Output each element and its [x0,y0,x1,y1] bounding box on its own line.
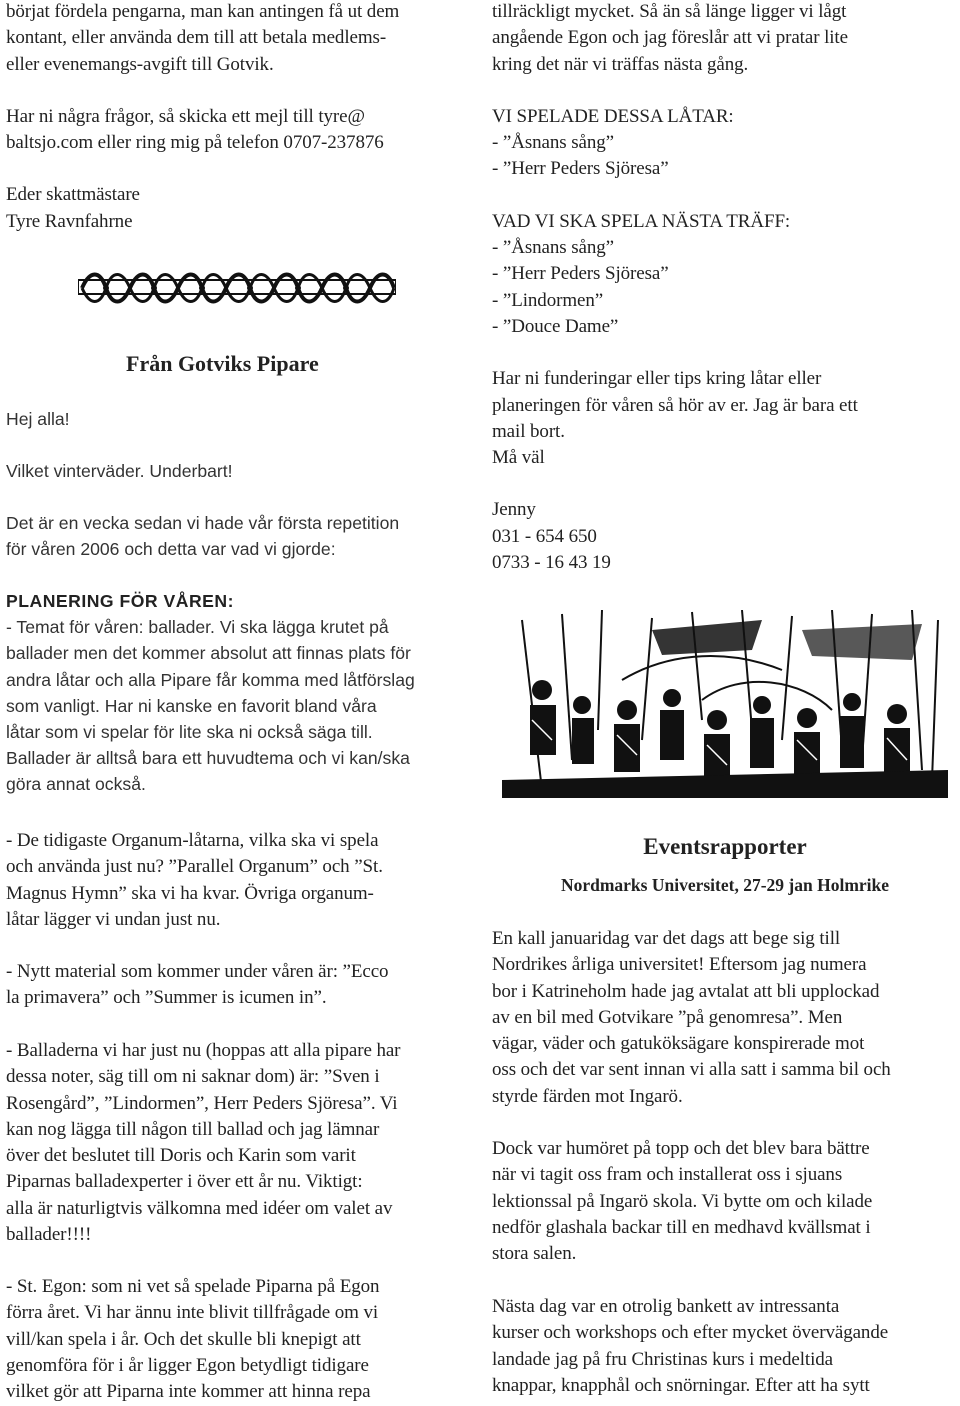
text-line: genomföra för i år ligger Egon betydligt tidigare [6,1354,369,1376]
events-title: Eventsrapporter [643,834,807,859]
list-item: - ”Douce Dame” [492,315,619,337]
phone-number: 031 - 654 650 [492,525,597,547]
text-line: för våren 2006 och detta var vad vi gjorde: [6,539,336,560]
text-line: över det beslutet till Doris och Karin som varit [6,1145,356,1167]
weather-line: Vilket vinterväder. Underbart! [6,461,233,481]
text-line: En kall januaridag var det dags att bege sig till [492,928,841,949]
list-item: - ”Åsnans sång” [492,237,614,259]
text-line: Har ni några frågor, så skicka ett mejl till tyre@ [6,105,365,127]
ornamental-border [78,266,396,310]
contact-paragraph [6,104,468,157]
text-line: lektionssal på Ingarö skola. Vi bytte om och kilade [492,1190,873,1212]
greeting: Hej alla! [6,409,70,429]
treasurer-paragraph [6,0,468,78]
text-line: kurser och workshops och efter mycket övervägande [492,1322,889,1344]
text-line: Rosengård”, ”Lindormen”, Herr Peders Sjöresa”. Vi [6,1092,398,1114]
text-line: knappar, knapphål och snörningar. Efter att ha sytt [492,1374,870,1396]
text-line: andra låtar och alla Pipare får komma med låtförslag [6,669,415,690]
st-egon-paragraph [6,1274,468,1405]
text-line: kan nog lägga till någon till ballad och jag lämnar [6,1118,380,1140]
text-line: göra annat också. [6,774,146,795]
text-line: Har ni funderingar eller tips kring låtar eller [492,368,822,390]
text-line: tillräckligt mycket. Så än så länge ligger vi lågt [492,1,847,22]
text-line: landade jag på fru Christinas kurs i medeltida [492,1348,834,1370]
planning-section [6,588,468,798]
ballads-paragraph [6,1038,468,1248]
text-line: styrde färden mot Ingarö. [492,1085,683,1107]
text-line: nedför glashala backar till en medhavd kvällsmat i [492,1216,871,1238]
text-line: eller evenemangs-avgift till Gotvik. [6,53,274,75]
new-material-paragraph [6,959,468,1012]
text-line: Eder skattmästare [6,184,140,206]
egon-continuation [492,0,958,78]
left-column [6,0,468,235]
text-line: Nordrikes årliga universitet! Eftersom jag numera [492,954,867,976]
text-line: alla är naturligtvis välkomna med idéer om valet av [6,1197,393,1219]
medieval-battle-woodcut [502,610,948,798]
text-line: angående Egon och jag föreslår att vi pratar lite [492,27,848,49]
text-line: Piparnas balladexperter i över ett år nu. Viktigt: [6,1171,363,1193]
text-line: Det är en vecka sedan vi hade vår första repetition [6,513,400,533]
organum-paragraph [6,828,468,933]
right-column [492,0,958,576]
closing-paragraph [492,366,958,471]
text-line: Magnus Hymn” ska vi ha kvar. Övriga organum- [6,882,374,904]
text-line: - De tidigaste Organum-låtarna, vilka ska vi spela [6,830,379,851]
text-line: låtar som vi spelar för lite ska ni också säga till. [6,722,373,743]
text-line: Nästa dag var en otrolig bankett av intressanta [492,1296,840,1317]
author-signature [492,497,958,576]
text-line: oss och det var sent innan vi alla satt i samma bil och [492,1059,891,1081]
event-paragraph-2 [492,1136,958,1267]
text-line: stora salen. [492,1243,577,1265]
text-line: dessa noter, säg till om ni saknar dom) är: ”Sven i [6,1066,380,1088]
section-title: Från Gotviks Pipare [126,351,319,376]
planning-paragraph [6,614,468,797]
text-line: mail bort. [492,420,565,442]
text-line: baltsjo.com eller ring mig på telefon 0707-237876 [6,132,384,154]
event-paragraph-1 [492,926,958,1110]
text-line: Tyre Ravnfahrne [6,210,133,232]
text-line: och använda just nu? ”Parallel Organum” och ”St. [6,856,383,878]
list-heading: VAD VI SKA SPELA NÄSTA TRÄFF: [492,210,791,232]
planning-heading: PLANERING FÖR VÅREN: [6,591,234,611]
author-name: Jenny [492,499,536,521]
text-line: - Nytt material som kommer under våren är: ”Ecco [6,961,389,982]
text-line: förra året. Vi har ännu inte blivit tillfrågade om vi [6,1302,379,1324]
text-line: när vi tagit oss fram och installerat oss i sjuans [492,1164,843,1186]
text-line: - Balladerna vi har just nu (hoppas att alla pipare har [6,1040,401,1061]
list-item: - ”Herr Peders Sjöresa” [492,263,669,285]
text-line: planeringen för våren så hör av er. Jag är bara ett [492,394,858,416]
list-item: - ”Åsnans sång” [492,132,614,154]
list-heading: VI SPELADE DESSA LÅTAR: [492,105,734,127]
text-line: Dock var humöret på topp och det blev bara bättre [492,1138,870,1159]
text-line: - St. Egon: som ni vet så spelade Piparna på Egon [6,1276,380,1297]
text-line: vilket gör att Piparna inte kommer att hinna repa [6,1381,371,1403]
text-line: kontant, eller använda dem till att betala medlems- [6,27,387,49]
text-line: la primavera” och ”Summer is icumen in”. [6,987,327,1009]
played-songs-list [492,104,958,183]
phone-number: 0733 - 16 43 19 [492,552,611,574]
text-line: börjat fördela pengarna, man kan antingen få ut dem [6,1,400,22]
list-item: - ”Herr Peders Sjöresa” [492,158,669,180]
text-line: vägar, väder och gatuköksägare konspirerade mot [492,1033,865,1055]
text-line: låtar lägger vi undan just nu. [6,908,221,930]
text-line: bor i Katrineholm hade jag avtalat att bli upplockad [492,980,880,1002]
treasurer-signature [6,182,468,235]
text-line: ballader men det kommer absolut att finnas plats för [6,643,411,664]
text-line: Må väl [492,447,545,469]
text-line: kring det när vi träffas nästa gång. [492,53,749,75]
text-line: ballader!!!! [6,1224,92,1246]
list-item: - ”Lindormen” [492,289,604,311]
text-line: vill/kan spela i år. Och det skulle bli knepigt att [6,1328,361,1350]
intro-paragraph [6,510,468,562]
text-line: av en bil med Gotvikare ”på genomresa”. Men [492,1006,843,1028]
text-line: Ballader är alltså bara ett huvudtema och vi kan/ska [6,748,410,769]
text-line: - Temat för våren: ballader. Vi ska lägga krutet på [6,617,389,638]
next-songs-list [492,209,958,340]
events-subtitle: Nordmarks Universitet, 27-29 jan Holmrike [560,875,890,895]
text-line: som vanligt. Har ni kanske en favorit bland våra [6,695,377,716]
event-paragraph-3 [492,1294,958,1399]
